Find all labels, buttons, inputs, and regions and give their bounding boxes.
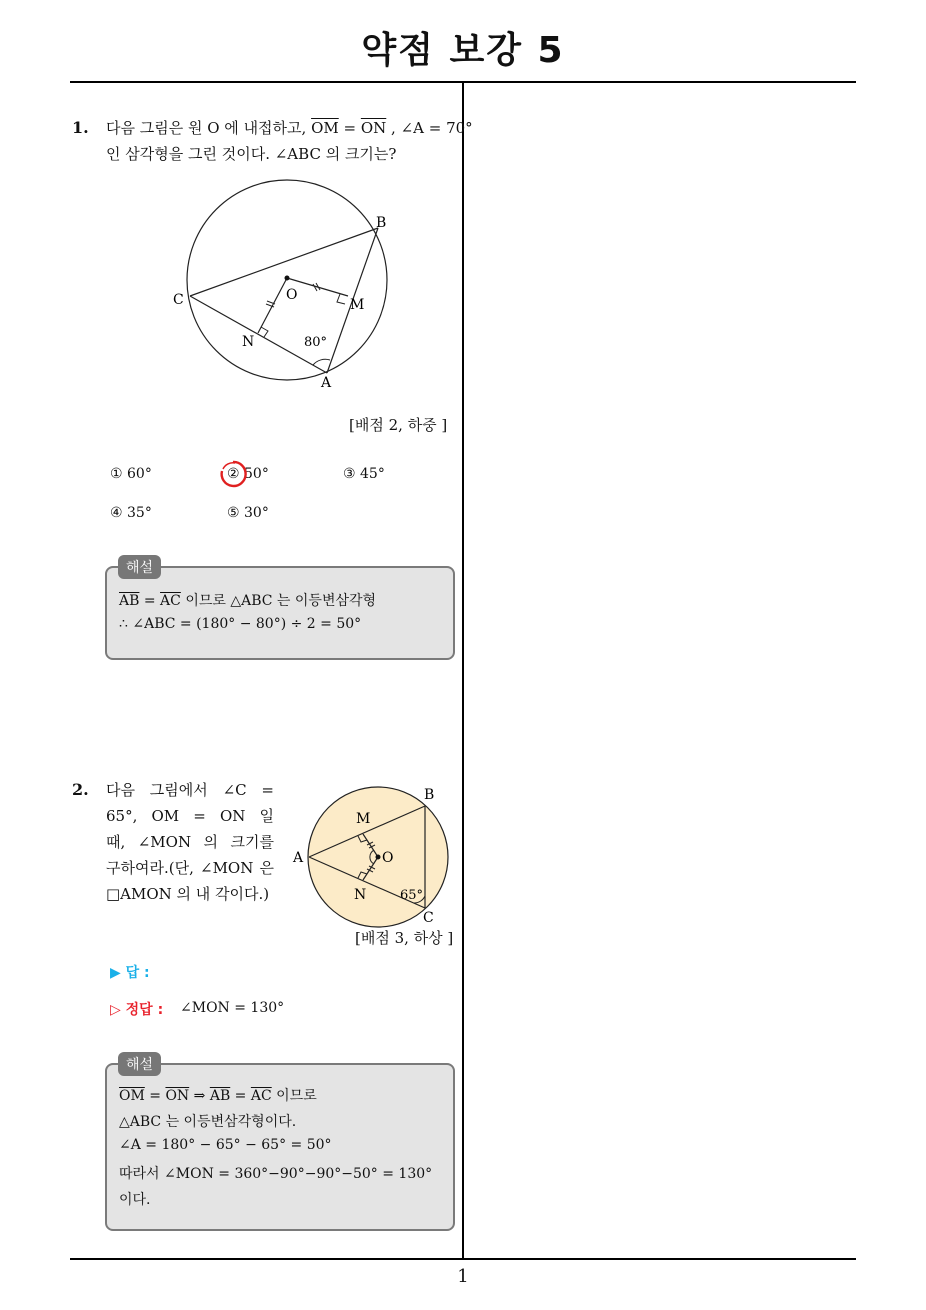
choice-3[interactable]: ③ 45° [343,466,385,482]
equals: = [338,119,361,137]
segment-ac: $\overline{AC}$ [160,593,181,609]
correct-answer-value: ∠MON = 130° [180,1000,285,1016]
selected-marker-circle [218,459,248,489]
segment-ab: $\overline{AB}$ [209,1088,231,1104]
choice-4[interactable]: ④ 35° [110,505,152,521]
q1-line1-post: , ∠A = 70° [386,119,473,137]
q2-figure [290,782,460,930]
label-b: B [376,215,387,231]
explanation-tag: 해설 [118,555,161,579]
equals: = [230,1088,251,1104]
equals: = [139,593,161,609]
equals: = [144,1088,166,1104]
segment-on: $\overline{ON}$ [165,1088,190,1104]
side-cb [190,228,378,296]
explanation-text: 이므로 △ABC 는 이등변삼각형 [180,593,377,609]
angle-arc [313,359,330,365]
q2-line: 때, ∠MON 의 크기를 [106,833,274,851]
explanation-line: 따라서 ∠MON = 360°−90°−90°−50° = 130° [119,1166,433,1182]
label-a: A [321,375,332,391]
correct-answer-label: ▷ 정답 : [110,1002,164,1018]
label-m: M [356,811,371,827]
explanation-line: 이다. [119,1192,151,1208]
segment-om: $\overline{OM}$ [311,119,339,137]
page-title: 약점 보강 5 [361,30,565,71]
choice-2[interactable]: ② 50° [227,466,269,482]
implies: ⇒ [189,1088,210,1104]
center-point [376,855,381,860]
choice-5[interactable]: ⑤ 30° [227,505,269,521]
q2-line: 65°, OM = ON 일 [106,807,274,825]
label-c: C [173,292,184,308]
explanation-line: ∴ ∠ABC = (180° − 80°) ÷ 2 = 50° [119,616,362,632]
question-text [106,777,274,907]
label-a: A [293,850,304,866]
footer-rule [70,1258,856,1260]
question-number: 1. [72,118,89,137]
q1-line2: 인 삼각형을 그린 것이다. ∠ABC 의 크기는? [106,145,397,163]
explanation-text: 이므로 [271,1088,317,1104]
explanation-tag: 해설 [118,1052,161,1076]
label-o: O [286,287,298,303]
question-number: 2. [72,780,89,799]
label-m: M [350,297,365,313]
angle-label: 80° [304,335,328,350]
column-divider [462,82,464,1260]
explanation-box [105,566,455,660]
q2-line: □AMON 의 내 각이다.) [106,885,270,903]
q2-line: 다음 그림에서 ∠C = [106,781,274,799]
label-n: N [354,887,367,903]
center-point [285,276,290,281]
score-meta: [배점 2, 하중 ] [349,416,448,434]
label-b: B [424,787,435,803]
q1-line1-pre: 다음 그림은 원 O 에 내접하고, [106,119,307,137]
question-text [106,115,473,167]
label-n: N [242,334,255,350]
explanation-box [105,1063,455,1231]
segment-ac: $\overline{AC}$ [250,1088,272,1104]
q2-line: 구하여라.(단, ∠MON 은 [106,859,274,877]
segment-om: $\overline{OM}$ [119,1088,145,1104]
q1-figure [170,175,410,395]
explanation-line: △ABC 는 이등변삼각형이다. [119,1114,297,1130]
label-o: O [382,850,394,866]
tick-mark [313,284,317,291]
segment-on [258,278,287,333]
right-angle-n [261,327,268,337]
segment-on: $\overline{ON}$ [360,119,387,137]
angle-label: 65° [400,888,424,903]
page-number: 1 [457,1266,469,1287]
score-meta: [배점 3, 하상 ] [355,929,454,947]
right-angle-m [337,294,345,304]
explanation-line: ∠A = 180° − 65° − 65° = 50° [119,1137,332,1153]
explanation-line [119,1085,317,1105]
segment-ab: $\overline{AB}$ [119,593,140,609]
label-c: C [423,910,434,926]
explanation-line [119,590,376,610]
answer-label: ▶ 답 : [110,965,150,981]
choice-1[interactable]: ① 60° [110,466,152,482]
